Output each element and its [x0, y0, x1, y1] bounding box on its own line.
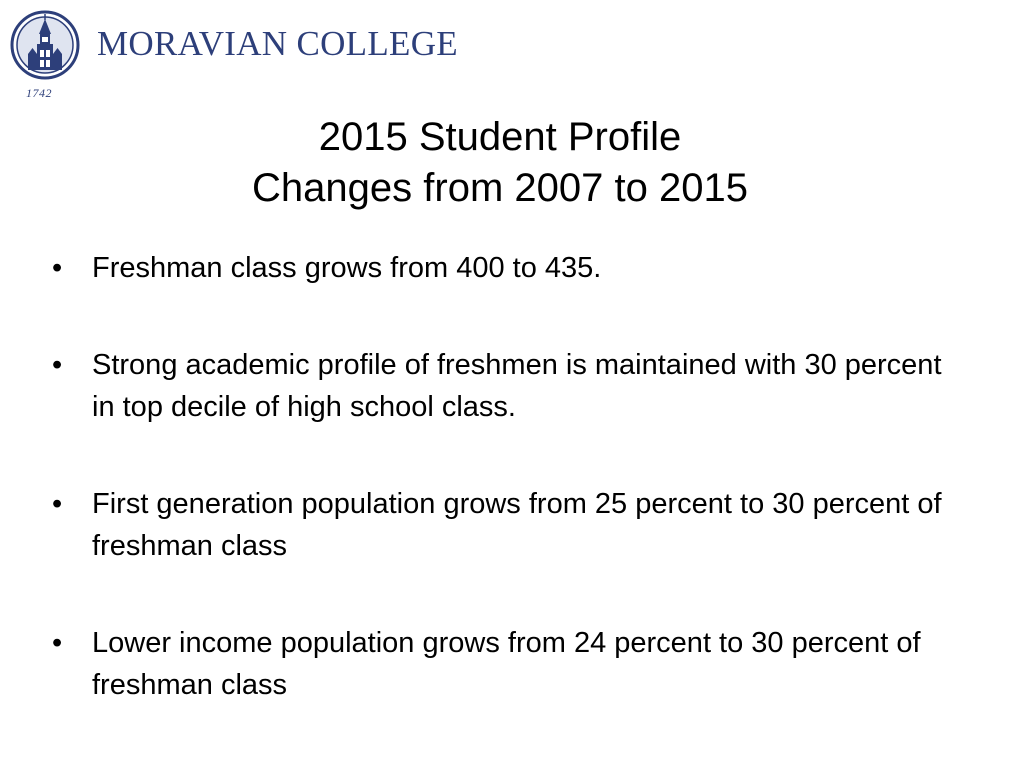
bullet-item: [52, 247, 601, 289]
bullet-marker: •: [52, 488, 63, 520]
slide-title: [0, 112, 1000, 214]
bullet-marker: •: [52, 252, 63, 284]
bullet-item: [52, 344, 962, 428]
bullet-item: [52, 622, 962, 706]
seal-year: 1742: [26, 86, 52, 100]
title-line-1: 2015 Student Profile: [318, 115, 682, 159]
college-wordmark: MORAVIAN COLLEGE: [97, 24, 458, 63]
title-line-2: Changes from 2007 to 2015: [252, 166, 748, 210]
bullet-marker: •: [52, 349, 63, 381]
college-logo: [10, 10, 480, 102]
bullet-marker: •: [52, 627, 63, 659]
bullet-text: Lower income population grows from 24 percent to 30 percent of freshman class: [92, 627, 921, 701]
bullet-item: [52, 483, 962, 567]
bullet-text: First generation population grows from 25 percent to 30 percent of freshman class: [92, 488, 942, 562]
bullet-text: Strong academic profile of freshmen is maintained with 30 percent in top decile of high school class.: [92, 349, 942, 423]
college-seal-icon: [10, 10, 80, 80]
bullet-text: Freshman class grows from 400 to 435.: [92, 252, 602, 284]
